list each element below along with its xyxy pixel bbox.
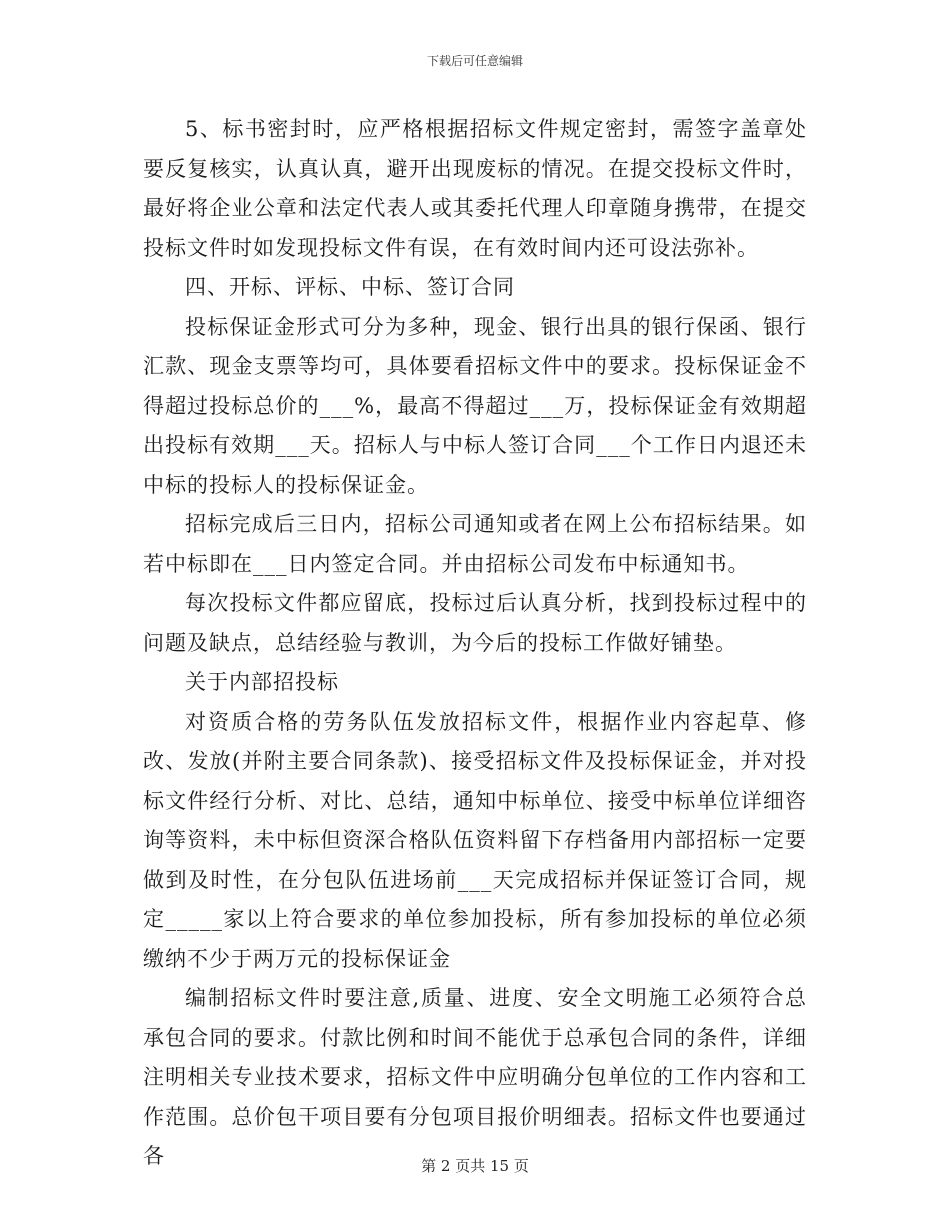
- page-footer: 第 2 页共 15 页: [421, 1157, 529, 1175]
- paragraph-award: 招标完成后三日内，招标公司通知或者在网上公布招标结果。如若中标即在___日内签定合同。并由招标公司发布中标通知书。: [143, 512, 807, 576]
- section-heading-internal-bidding: 关于内部招投标: [185, 670, 339, 694]
- page-header: 下载后可任意编辑: [426, 54, 523, 68]
- section-heading-bid-opening: 四、开标、评标、中标、签订合同: [185, 275, 515, 299]
- paragraph-sealing: 5、标书密封时，应严格根据招标文件规定密封，需签字盖章处要反复核实，认真认真，避开出现废标的情况。在提交投标文件时，最好将企业公章和法定代表人或其委托代理人印章随身携带，在提交投标文件时如发现投标文件有误，在有效时间内还可设法弥补。: [143, 117, 807, 260]
- paragraph-internal-bidding: 对资质合格的劳务队伍发放招标文件，根据作业内容起草、修改、发放(并附主要合同条款)、接受招标文件及投标保证金，并对投标文件经行分析、对比、总结，通知中标单位、接受中标单位详细咨询等资料，未中标但资深合格队伍资料留下存档备用内部招标一定要做到及时性，在分包队伍进场前___天完成招标并保证签订合同，规定_____家以上符合要求的单位参加投标，所有参加投标的单位必须缴纳不少于两万元的投标保证金: [143, 709, 807, 971]
- paragraph-archive: 每次投标文件都应留底，投标过后认真分析，找到投标过程中的问题及缺点，总结经验与教训，为今后的投标工作做好铺垫。: [143, 591, 807, 655]
- document-body: [143, 110, 807, 1177]
- paragraph-tender-documents: 编制招标文件时要注意,质量、进度、安全文明施工必须符合总承包合同的要求。付款比例和时间不能优于总承包合同的条件，详细注明相关专业技术要求，招标文件中应明确分包单位的工作内容和工作范围。总价包干项目要有分包项目报价明细表。招标文件也要通过各: [143, 986, 807, 1168]
- paragraph-bid-bond: 投标保证金形式可分为多种，现金、银行出具的银行保函、银行汇款、现金支票等均可，具体要看招标文件中的要求。投标保证金不得超过投标总价的___%，最高不得超过___万，投标保证金有效期超出投标有效期___天。招标人与中标人签订合同___个工作日内退还未中标的投标人的投标保证金。: [143, 314, 807, 497]
